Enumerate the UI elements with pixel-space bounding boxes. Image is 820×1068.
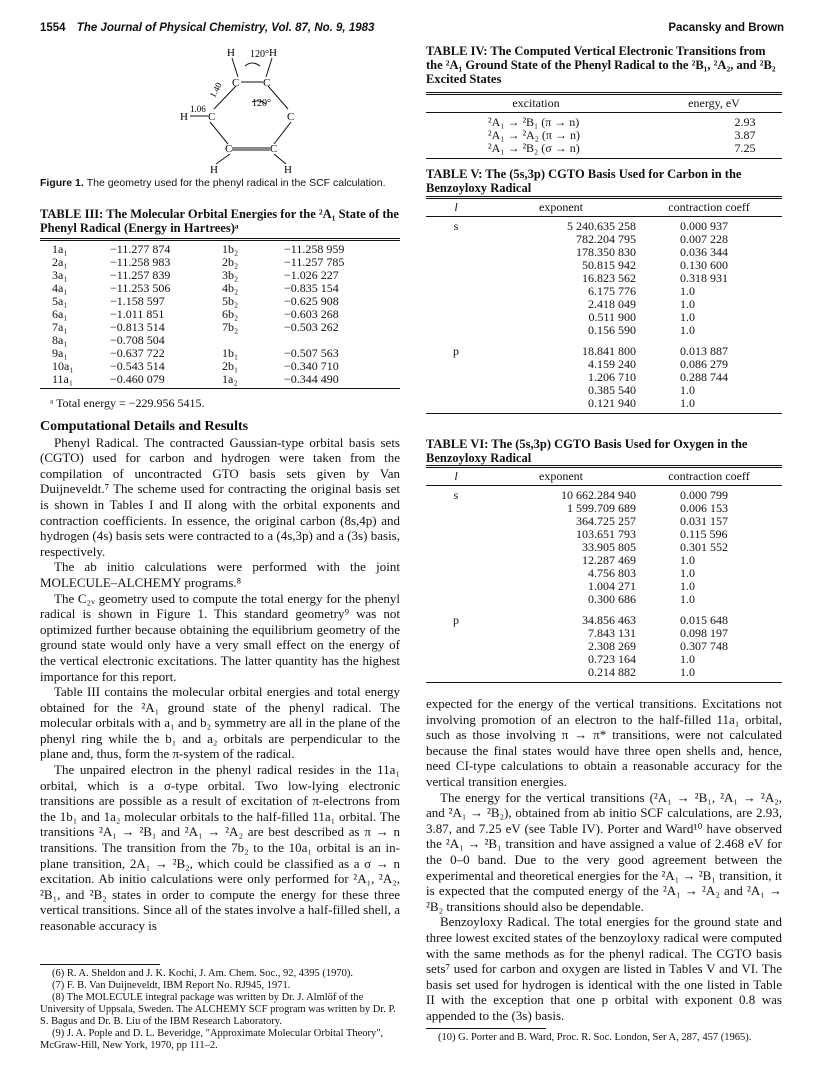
table-6-caption: TABLE VI: The (5s,3p) CGTO Basis Used for Oxygen in the Benzoyloxy Radical (426, 437, 748, 465)
table-cell: −0.637 722 (110, 346, 165, 360)
table-row (40, 347, 400, 360)
table-cell-coeff: 1.0 (680, 383, 695, 397)
table-cell: 5a₁ (52, 294, 68, 308)
table-cell-coeff: 0.031 157 (680, 514, 728, 528)
table-row (40, 334, 400, 347)
table-row (40, 282, 400, 295)
reference: (7) F. B. Van Duijneveldt, IBM Report No. RJ945, 1971. (52, 980, 291, 991)
atom-h-top-right: H (269, 47, 277, 59)
paragraph: The ab initio calculations were performed with the joint MOLECULE–ALCHEMY programs.⁸ (40, 559, 400, 590)
table-row (426, 606, 782, 627)
table-cell-exponent: 10 662.284 940 (561, 488, 636, 502)
table-cell-exponent: 12.287 469 (582, 553, 636, 567)
table-cell-exponent: 2.418 049 (588, 297, 636, 311)
section-title: Computational Details and Results (40, 419, 249, 434)
table-cell-coeff: 1.0 (680, 323, 695, 337)
table-6-header-exponent: exponent (539, 469, 583, 483)
table-cell-coeff: 0.000 937 (680, 219, 728, 233)
table-cell-exponent: 364.725 257 (576, 514, 636, 528)
table-cell-exponent: 0.385 540 (588, 383, 636, 397)
table-row (426, 337, 782, 358)
reference: (8) The MOLECULE integral package was written by Dr. J. Almlöf of the University of Uppsala, Sweden. The ALCHEMY SCF program was written by Dr. P. S. Bagus and Dr. B. Liu of the IBM Research Laboratory. (40, 992, 396, 1027)
table-cell: 1a₁ (52, 242, 68, 256)
table-5-header-l: l (454, 200, 458, 214)
table-cell: 7b₂ (222, 320, 239, 334)
paragraph: Phenyl Radical. The contracted Gaussian-type orbital basis sets (CGTO) used for carbon and hydrogen were taken from the compilation of uncontracted GTO basis sets given by Van Duijneveldt.⁷ The scheme used for contracting the original basis set is shown in Tables I and II along with the orbital exponents and contraction coefficients. In essence, the original carbon (8s,4p) and hydrogen (4s) basis sets were contracted to a (4s,3p) and a (3s) basis, respectively. (40, 434, 400, 559)
table-cell: 11a₁ (52, 372, 74, 386)
table-3-footnote: ᵃ Total energy = −229.956 5415. (50, 396, 205, 410)
table-cell-coeff: 0.036 344 (680, 245, 728, 259)
paragraph: expected for the energy of the vertical transitions. Excitations not involving promotion of an electron to the half-filled 11a₁ orbital, such as those involving π → π* transitions, were not calculated because the final states would have three open shells and, hence, need CI-type calculations to obtain a reasonable accuracy for the vertical transition energies. (426, 696, 782, 789)
table-cell-coeff: 0.015 648 (680, 613, 728, 627)
table-cell-l (426, 640, 486, 653)
table-row (426, 129, 782, 142)
table-cell-coeff: 1.0 (680, 592, 695, 606)
table-cell-l (426, 298, 486, 311)
table-cell-coeff: 0.013 887 (680, 344, 728, 358)
table-cell-exponent: 782.204 795 (576, 232, 636, 246)
table-cell-l (426, 580, 486, 593)
table-cell-coeff: 0.307 748 (680, 639, 728, 653)
table-cell-coeff: 0.006 153 (680, 501, 728, 515)
table-cell-l (426, 567, 486, 580)
phenyl-radical-diagram (170, 44, 320, 174)
table-cell-l (426, 311, 486, 324)
table-5-header-exponent: exponent (539, 200, 583, 214)
table-cell: 7.25 (734, 141, 756, 155)
table-cell: −0.344 490 (284, 372, 339, 386)
table-cell-l (426, 324, 486, 337)
table-cell: −11.257 785 (284, 255, 345, 269)
table-4-header-energy: energy, eV (688, 96, 740, 110)
table-cell: −0.625 908 (284, 294, 339, 308)
table-cell-exponent: 4.159 240 (588, 357, 636, 371)
table-cell-exponent: 1 599.709 689 (567, 501, 636, 515)
table-cell-exponent: 0.121 940 (588, 396, 636, 410)
table-row (40, 308, 400, 321)
paragraph: Table III contains the molecular orbital energies and total energy obtained for the ²A₁ ground state of the phenyl radical. The molecular orbitals with a₁ and b₂ symmetry are all in the plane of the phenyl ring while the b₁ and a₂ orbitals are perpendicular to the plane and, thus, form the π-system of the radical. (40, 684, 400, 762)
table-cell-l (426, 541, 486, 554)
atom-c-top-right: C (263, 77, 271, 89)
table-6-header (426, 470, 782, 483)
right-references (426, 1032, 782, 1044)
table-row (426, 593, 782, 606)
atom-h-bottom-left: H (210, 164, 218, 174)
paragraph: The energy for the vertical transitions (²A₁ → ²B₁, ²A₁ → ²A₂, and ²A₁ → ²B₂), obtained from ab initio SCF calculations, are 2.93, 3.87, and 7.25 eV (see Table IV). Porter and Ward¹⁰ have observed the ²A₁ → ²B₁ transition and have assigned a value of 2.468 eV for the 0–0 band. Due to the very good agreement between the experimental and theoretical energies for the ²A₁ → ²B₁ transition, it is expected that the computed energy of the ²A₁ → ²A₂ and ²A₁ → ²B₂ transitions should also be dependable. (426, 789, 782, 914)
atom-h-top-left: H (227, 47, 235, 59)
table-cell-coeff: 0.007 228 (680, 232, 728, 246)
table-cell: −11.258 959 (284, 242, 345, 256)
table-cell-coeff: 0.098 197 (680, 626, 728, 640)
table-6-header-coeff: contraction coeff (668, 469, 750, 483)
table-cell-coeff: 1.0 (680, 652, 695, 666)
table-cell-coeff: 0.086 279 (680, 357, 728, 371)
table-cell: 2b₁ (222, 359, 239, 373)
table-cell: 3a₁ (52, 268, 68, 282)
table-cell-l (426, 259, 486, 272)
paragraph: Benzoyloxy Radical. The total energies for the ground state and three lowest excited states of the benzoyloxy radical were computed with the same methods as for the phenyl radical. The CGTO basis sets⁷ used for carbon and oxygen are listed in Tables V and VI. The basis set used for hydrogen is identical with the one listed in Table II with the exception that one p orbital with exponent 0.8 was appended to the (3s) basis. (426, 914, 782, 1023)
table-cell: 4b₂ (222, 281, 239, 295)
table-cell-coeff: 1.0 (680, 310, 695, 324)
table-row (40, 373, 400, 386)
table-cell-exponent: 0.300 686 (588, 592, 636, 606)
table-cell-coeff: 0.301 552 (680, 540, 728, 554)
table-3-body (40, 243, 400, 386)
table-cell-l (426, 515, 486, 528)
atom-c-bottom-left: C (225, 143, 233, 155)
table-cell: −11.258 983 (110, 255, 171, 269)
table-cell: 1b₁ (222, 346, 239, 360)
table-6-header-l: l (454, 469, 458, 483)
table-cell-l (426, 285, 486, 298)
table-cell: 8a₁ (52, 333, 68, 347)
table-cell: −0.813 514 (110, 320, 165, 334)
angle-label-ring: 120° (252, 98, 271, 109)
table-row (426, 116, 782, 129)
table-cell: ²A₁ → ²B₂ (σ → n) (488, 141, 580, 155)
figure-1 (170, 44, 320, 174)
table-cell-l (426, 246, 486, 259)
table-5-caption: TABLE V: The (5s,3p) CGTO Basis Used for Carbon in the Benzoyloxy Radical (426, 167, 742, 195)
table-row (426, 397, 782, 410)
table-4 (426, 92, 782, 159)
table-cell-exponent: 103.651 793 (576, 527, 636, 541)
table-cell-exponent: 178.350 830 (576, 245, 636, 259)
bond-length-106: 1.06 (190, 104, 206, 114)
table-row (40, 269, 400, 282)
table-cell: −0.460 079 (110, 372, 165, 386)
left-column-body (40, 419, 400, 934)
table-cell: −0.603 268 (284, 307, 339, 321)
page-number: 1554 (40, 22, 66, 34)
table-cell-l (426, 554, 486, 567)
table-4-body (426, 97, 782, 110)
table-cell: −0.708 504 (110, 333, 165, 347)
table-6-body (426, 489, 782, 679)
left-references (40, 968, 400, 1052)
table-cell-l (426, 502, 486, 515)
table-row (40, 321, 400, 334)
table-cell: −0.507 563 (284, 346, 339, 360)
table-cell-coeff: 0.115 596 (680, 527, 728, 541)
table-cell: −0.543 514 (110, 359, 165, 373)
table-cell-coeff: 1.0 (680, 396, 695, 410)
journal-citation: The Journal of Physical Chemistry, Vol. 87, No. 9, 1983 (76, 22, 375, 34)
table-cell-l (426, 528, 486, 541)
table-cell-l (426, 627, 486, 640)
table-cell-coeff: 0.288 744 (680, 370, 728, 384)
table-5 (426, 196, 782, 414)
bond-length-140: 1.40 (207, 80, 224, 100)
atom-h-bottom-right: H (284, 164, 292, 174)
table-cell-exponent: 0.723 164 (588, 652, 636, 666)
table-cell: −0.835 154 (284, 281, 339, 295)
atom-c-right: C (287, 111, 295, 123)
table-cell: 3b₂ (222, 268, 239, 282)
table-cell-coeff: 1.0 (680, 665, 695, 679)
table-cell: 2a₁ (52, 255, 68, 269)
table-cell-l (426, 233, 486, 246)
table-5-header-coeff: contraction coeff (668, 200, 750, 214)
table-cell: −1.158 597 (110, 294, 165, 308)
table-cell: ²A₁ → ²A₂ (π → n) (488, 128, 580, 142)
table-row (426, 324, 782, 337)
table-cell: −0.503 262 (284, 320, 339, 334)
table-cell-coeff: 1.0 (680, 566, 695, 580)
table-cell-l (426, 358, 486, 371)
table-cell-exponent: 1.206 710 (588, 370, 636, 384)
table-cell: −0.340 710 (284, 359, 339, 373)
table-cell-exponent: 0.214 882 (588, 665, 636, 679)
table-cell-l (426, 397, 486, 410)
paragraph: The C₂ᵥ geometry used to compute the total energy for the phenyl radical is shown in Figure 1. This standard geometry⁹ was not optimized further because obtaining the equilibrium geometry of the ground state would only have a very small effect on the energy of the vertical electronic excitations. The latter quantity has the highest importance for this report. (40, 590, 400, 684)
table-4-rows (426, 116, 782, 155)
table-cell-coeff: 1.0 (680, 284, 695, 298)
table-cell-l: p (453, 344, 459, 358)
table-cell: 3.87 (734, 128, 756, 142)
table-cell-exponent: 5 240.635 258 (567, 219, 636, 233)
table-cell: 9a₁ (52, 346, 68, 360)
table-cell-coeff: 0.318 931 (680, 271, 728, 285)
table-4-header-excitation: excitation (512, 96, 560, 110)
table-cell: −11.257 839 (110, 268, 171, 282)
table-cell: 6b₂ (222, 307, 239, 321)
table-cell-l: p (453, 613, 459, 627)
table-cell-coeff: 0.130 600 (680, 258, 728, 272)
table-cell-exponent: 2.308 269 (588, 639, 636, 653)
table-6 (426, 465, 782, 683)
table-cell: −11.277 874 (110, 242, 171, 256)
angle-label-top: 120° (250, 49, 269, 60)
reference: (9) J. A. Pople and D. L. Beveridge, "Approximate Molecular Orbital Theory", McGraw-Hill, New York, 1970, pp 111–2. (40, 1028, 384, 1051)
table-row (426, 666, 782, 679)
table-cell: 1b₂ (222, 242, 239, 256)
table-row (40, 360, 400, 373)
table-cell-coeff: 1.0 (680, 297, 695, 311)
table-cell: 1a₂ (222, 372, 238, 386)
table-cell-l: s (453, 219, 459, 233)
page-header (40, 22, 784, 36)
table-cell-l (426, 384, 486, 397)
table-cell-l (426, 371, 486, 384)
table-cell-exponent: 6.175 776 (588, 284, 636, 298)
table-5-header (426, 201, 782, 214)
atom-c-top-left: C (232, 77, 240, 89)
table-cell-coeff: 1.0 (680, 553, 695, 567)
figure-1-caption-label: Figure 1. (40, 177, 84, 189)
table-cell: 6a₁ (52, 307, 68, 321)
footnote-rule (40, 964, 160, 965)
table-3 (40, 238, 400, 389)
table-cell-exponent: 34.856 463 (582, 613, 636, 627)
running-authors: Pacansky and Brown (668, 22, 784, 34)
right-column-body (426, 696, 782, 1023)
right-footnote-rule (426, 1028, 546, 1029)
table-cell-l: s (453, 488, 459, 502)
table-row (426, 142, 782, 155)
table-cell-exponent: 0.511 900 (588, 310, 636, 324)
table-cell: 7a₁ (52, 320, 68, 334)
atom-c-bottom-right: C (270, 143, 278, 155)
table-3-caption: TABLE III: The Molecular Orbital Energies for the ²A₁ State of the Phenyl Radical (Energy in Hartrees)ᵃ (40, 207, 399, 235)
table-cell: 5b₂ (222, 294, 239, 308)
table-row (40, 243, 400, 256)
table-4-caption: TABLE IV: The Computed Vertical Electronic Transitions from the ²A₁ Ground State of the Phenyl Radical to the ²B₁, ²A₂, and ²B₂ Excited States (426, 44, 776, 86)
table-cell-coeff: 1.0 (680, 579, 695, 593)
table-cell-exponent: 16.823 562 (582, 271, 636, 285)
atom-h-left: H (180, 111, 188, 123)
paragraph: The unpaired electron in the phenyl radical resides in the 11a₁ orbital, which is a σ-type orbital. Two low-lying electronic transitions are possible as a result of excitation of π-electrons from the 1b₁ and 1a₂ molecular orbitals to the half-filled 11a₁ orbital. The transitions ²A₁ → ²B₁ and ²A₁ → ²A₂ are best described as π → n transitions. The transition from the 7b₂ to the 10a₁ orbital is an in-plane transition, 2A₁ → ²B₂, which could be classified as a σ → n excitation. Ab initio calculations were only performed for ²A₁, ²A₂, ²B₁, and ²B₂ states in order to compute the energy for these three vertical transitions. Since all of the states involve a half-filled shell, a reasonable accuracy is (40, 762, 400, 933)
table-cell: ²A₁ → ²B₁ (π → n) (488, 115, 580, 129)
table-row (40, 295, 400, 308)
table-cell-exponent: 7.843 131 (588, 626, 636, 640)
figure-1-caption (40, 177, 400, 190)
table-cell: 2b₂ (222, 255, 239, 269)
table-cell: 4a₁ (52, 281, 68, 295)
table-cell: −1.011 851 (110, 307, 165, 321)
left-paragraphs (40, 435, 400, 934)
table-cell-exponent: 4.756 803 (588, 566, 636, 580)
table-cell-exponent: 1.004 271 (588, 579, 636, 593)
table-cell-exponent: 18.841 800 (582, 344, 636, 358)
table-cell-l (426, 272, 486, 285)
table-cell: 2.93 (734, 115, 756, 129)
table-cell-l (426, 653, 486, 666)
reference: (10) G. Porter and B. Ward, Proc. R. Soc. London, Ser A, 287, 457 (1965). (438, 1032, 752, 1043)
table-row (40, 256, 400, 269)
table-cell: −11.253 506 (110, 281, 171, 295)
table-cell-coeff: 0.000 799 (680, 488, 728, 502)
figure-1-caption-text: The geometry used for the phenyl radical in the SCF calculation. (86, 177, 386, 189)
reference: (6) R. A. Sheldon and J. K. Kochi, J. Am. Chem. Soc., 92, 4395 (1970). (52, 968, 353, 979)
table-cell-l (426, 666, 486, 679)
table-cell: −1.026 227 (284, 268, 339, 282)
atom-c-left: C (208, 111, 216, 123)
table-cell: 10a₁ (52, 359, 74, 373)
table-cell-exponent: 33.905 805 (582, 540, 636, 554)
table-cell-exponent: 0.156 590 (588, 323, 636, 337)
table-5-body (426, 220, 782, 410)
table-cell-exponent: 50.815 942 (582, 258, 636, 272)
table-cell-l (426, 593, 486, 606)
